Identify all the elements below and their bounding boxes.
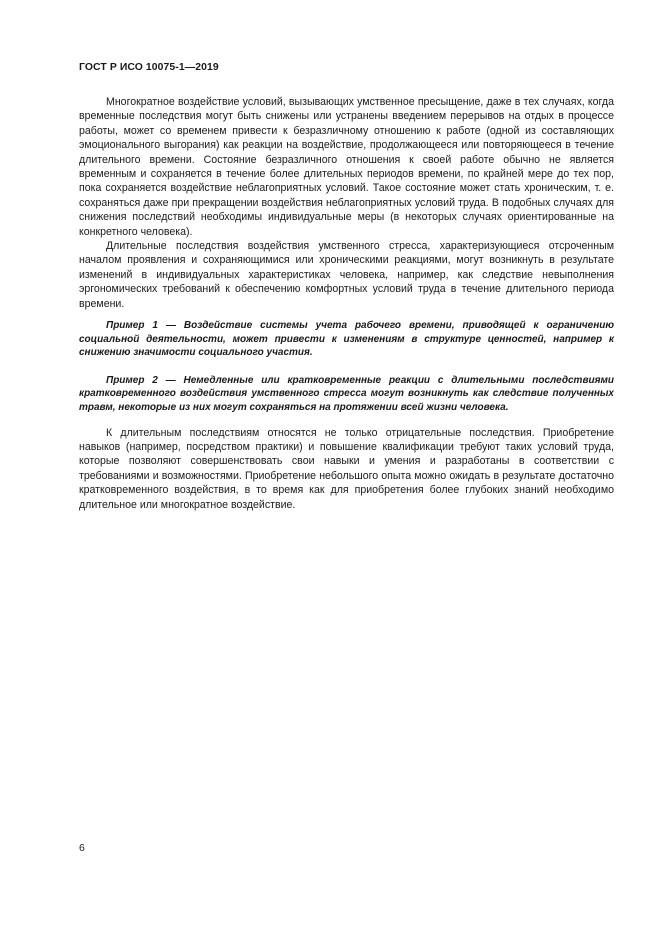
document-body: [79, 95, 614, 512]
page-number: 6: [79, 843, 85, 854]
document-code-header: ГОСТ Р ИСО 10075-1—2019: [79, 62, 219, 73]
spacer: [79, 360, 614, 374]
body-paragraph-3: К длительным последствиям относятся не только отрицательные последствия. Приобретение навыков (например, посредством практики) и повышение квалификации требуют таких условий труда, которые позволяют совершенствовать свои навыки и умения и разработаны в соответствии с требованиями и возможностями. Приобретение небольшого опыта можно ожидать в результате достаточно кратковременного воздействия, в то время как для приобретения более глубоких знаний необходимо длительное или многократное воздействие.: [79, 426, 614, 511]
example-1: Пример 1 — Воздействие системы учета рабочего времени, приводящей к ограничению социальной деятельности, может привести к изменениям в структуре ценностей, например к снижению значимости социального участия.: [79, 320, 614, 359]
example-2: Пример 2 — Немедленные или кратковременные реакции с длительными последствиями кратковременного воздействия умственного стресса могут возникнуть как следствие полученных травм, некоторые из них могут сохраняться на протяжении всей жизни человека.: [79, 374, 614, 414]
body-paragraph-1: Многократное воздействие условий, вызывающих умственное пресыщение, даже в тех случаях, когда временные последствия могут быть снижены или устранены введением перерывов на отдых в процессе работы, может со временем привести к безразличному отношению к работе (одной из составляющих эмоционального выгорания) как реакции на воздействие, продолжающееся или повторяющееся в течение длительного времени. Состояние безразличного отношения к своей работе обычно не является временным и сохраняется в течение более длительных периодов времени, по крайней мере до тех пор, пока сохраняется воздействие неблагоприятных условий. Такое состояние может стать хроническим, т. е. сохраняться даже при прекращении воздействия неблагоприятных условий труда. В подобных случаях для снижения последствий необходимы индивидуальные меры (в некоторых случаях ориентированные на конкретного человека).: [79, 96, 614, 238]
spacer: [79, 311, 614, 319]
body-paragraph-2: Длительные последствия воздействия умственного стресса, характеризующиеся отсроченным началом проявления и сохраняющимися или хроническими реакциями, могут возникнуть в результате изменений в индивидуальных характеристиках человека, например, как следствие невыполнения эргономических требований к обеспечению комфортных условий труда в течение длительного периода времени.: [79, 240, 614, 310]
spacer: [79, 415, 614, 426]
